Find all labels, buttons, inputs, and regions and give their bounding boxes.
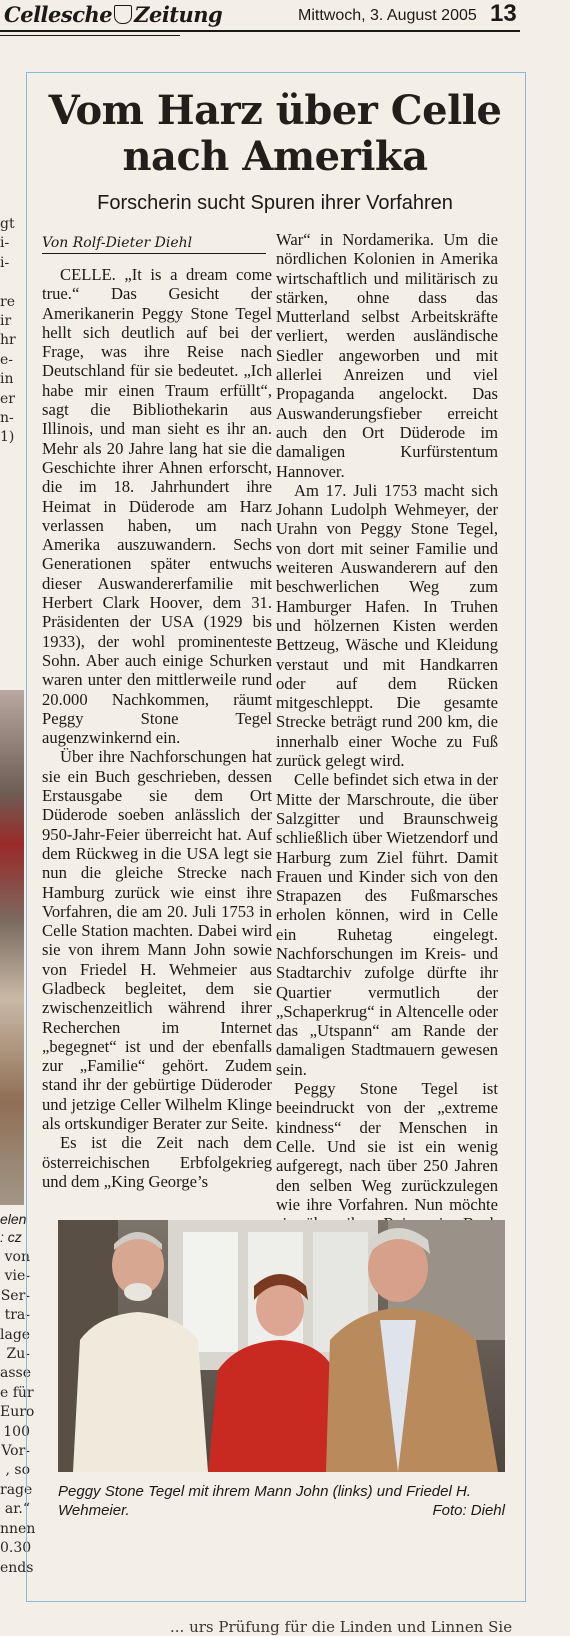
- paragraph: Am 17. Juli 1753 macht sich Johann Ludolph Wehmeyer, der Urahn von Peggy Stone Tegel, von dort mit seiner Familie und weiteren Auswanderern auf den beschwerlichen Weg zum Hamburger Hafen. In Truhen und hölzernen Kisten werden Bettzeug, Wäsche und Kleidung verstaut und mit Handkarren oder auf dem Rücken mitgeschleppt. Die gesamte Strecke beträgt rund 200 km, die innerhalb einer Woche zu Fuß zurück gelegt wird.: [276, 480, 498, 771]
- paragraph: Peggy Stone Tegel ist beeindruckt von der „extreme kindness“ der Menschen in Celle. Und sie ist ein wenig aufgeregt, nach über 250 Jahren den selben Weg zurückzulegen wie ihre Vorfahren. Nun möchte: [276, 1079, 498, 1214]
- neighbor-column-fragment-bottom: von vie- Ser- tra- lage Zu- asse e für Euro 100 Vor- , so rage ar.“ nnen 0.30 ends: [0, 1249, 36, 1576]
- paragraph: Celle befindet sich etwa in der Mitte der Marschroute, die über Salzgitter und Braunschweig schließlich über Wietzendorf und Harburg zum Ziel führt. Damit Frauen und Kinder sich von den Strapazen des Fußmarsches erholen können, wird in Celle ein Ruhetag eingelegt. Nachforschungen im Kreis- und Stadtarchiv zufolge dürfte ihr Quartier vermutlich der „Schaperkrug“ in Altencelle oder das „Utspann“ am Rande der damaligen Stadtmauern gewesen sein.: [276, 770, 498, 1079]
- newspaper-name-part1: Cellesche: [4, 2, 113, 27]
- newspaper-name-part2: Zeitung: [134, 2, 223, 27]
- photo-credit: Foto: Diehl: [432, 1502, 505, 1519]
- article-column-2: [276, 230, 498, 1253]
- masthead-rule-short: [0, 35, 180, 36]
- neighbor-caption-fragment: elen : cz: [0, 1211, 27, 1245]
- masthead: [0, 0, 565, 30]
- headline: [30, 88, 520, 180]
- subheadline: Forscherin sucht Spuren ihrer Vorfahren: [97, 192, 453, 214]
- paragraph: Über ihre Nachforschungen hat sie ein Buch geschrieben, dessen Erstausgabe sie dem Ort Düderode soeben anlässlich der 950-Jahr-Feier überreicht hat. Auf dem Rückweg in die USA legt sie nun die gleiche Strecke nach Hamburg zurück wie einst ihre Vorfahren, die am 20. Juli 1753 in Celle Station machten. Dabei wird sie von ihrem Mann John sowie von Friedel H. Wehmeier aus Gladbeck begleitet, dem sie zwischenzeitlich während ihrer Recherchen im Internet „begegnet“ ist und der ebenfalls zur „Familie“ gehört. Zudem stand ihr der gebürtige Düderoder und jetzige Celler Wilhelm Klinge als ortskundiger Berater zur Seite.: [42, 747, 272, 1134]
- photo-caption-text: Peggy Stone Tegel mit ihrem Mann John (links) und Friedel H. Wehmeier.: [58, 1483, 471, 1519]
- article-photo: [58, 1220, 505, 1472]
- article-column-1: [42, 265, 272, 1191]
- photo-illustration: [58, 1220, 505, 1472]
- paragraph: Es ist die Zeit nach dem österreichischen Erbfolgekrieg und dem „King George’s: [42, 1133, 272, 1191]
- newspaper-name: [4, 2, 222, 27]
- photo-caption: [58, 1482, 505, 1520]
- headline-line-2: nach Amerika: [122, 133, 428, 180]
- next-article-fragment: ... urs Prüfung für die Linden und Linnen Sie: [170, 1618, 513, 1636]
- neighbor-photo-fragment: [0, 690, 24, 1205]
- paragraph: War“ in Nordamerika. Um die nördlichen Kolonien in Amerika wirtschaftlich und militärisch zu stärken, ohne dass das Mutterland selbst Arbeitskräfte verliert, werden ausländische Siedler angeworben und mit allerlei Anreizen und viel Propaganda angelockt. Das Auswanderungsfieber erreicht auch den Ort Düderode im damaligen Kurfürstentum Hannover.: [276, 230, 498, 481]
- headline-line-1: Vom Harz über Celle: [48, 87, 502, 134]
- page-number: 13: [490, 0, 517, 27]
- issue-date: Mittwoch, 3. August 2005: [298, 7, 477, 24]
- neighbor-column-fragment-top: gt i- i- re ir hr e- in er n- 1): [0, 216, 16, 446]
- crest-icon: [114, 5, 132, 24]
- byline: Von Rolf-Dieter Diehl: [42, 235, 266, 254]
- masthead-rule: [0, 30, 520, 32]
- paragraph: CELLE. „It is a dream come true.“ Das Gesicht der Amerikanerin Peggy Stone Tegel hellt sich deutlich auf bei der Frage, was ihre Reise nach Deutschland für sie bedeutet. „Ich habe mir einen Traum erfüllt“, sagt die Bibliothekarin aus Illinois, und man sieht es ihr an. Mehr als 20 Jahre lang hat sie die Geschichte ihrer Ahnen erforscht, die im 18. Jahrhundert ihre Heimat in Düderode am Harz verlassen haben, um nach Amerika auszuwandern. Sechs Generationen später entwuchs dieser Auswandererfamilie mit Herbert Clark Hoover, dem 31. Präsidenten der USA (1929 bis 1933), der wohl prominenteste Sohn. Aber auch einige Schurken waren unter den mittlerweile rund 20.000 Nachkommen, räumt Peggy Stone Tegel augenzwinkernd ein.: [42, 265, 272, 748]
